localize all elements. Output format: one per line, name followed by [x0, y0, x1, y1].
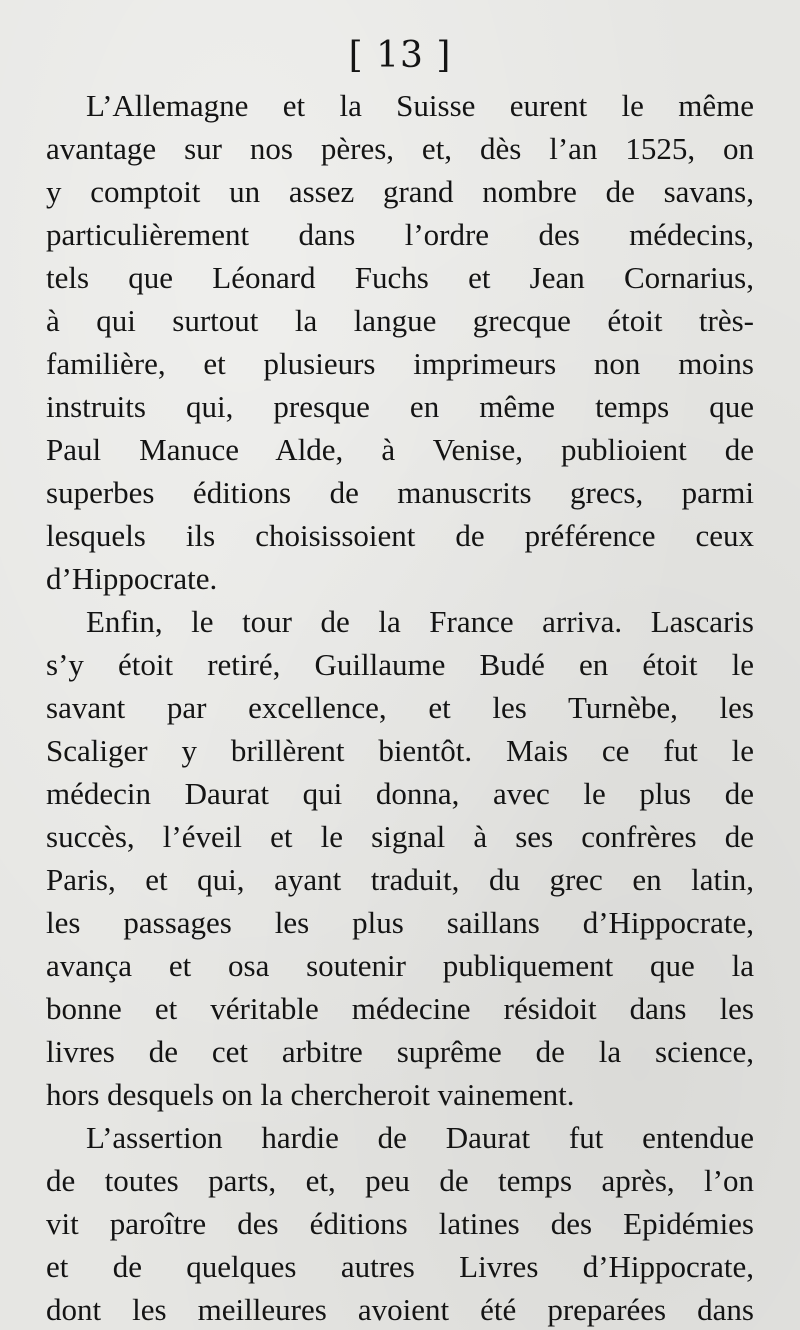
text-line: Scaliger y brillèrent bientôt. Mais ce fut le — [46, 733, 754, 768]
text-line: dont les meilleures avoient été preparées dans — [46, 1292, 754, 1327]
text-line: d’Hippocrate. — [46, 561, 218, 596]
paragraph — [46, 600, 754, 1116]
text-line: de toutes parts, et, peu de temps après, l’on — [46, 1163, 754, 1198]
text-line: L’Allemagne et la Suisse eurent le même — [86, 88, 754, 123]
text-line: médecin Daurat qui donna, avec le plus de — [46, 776, 754, 811]
text-line: s’y étoit retiré, Guillaume Budé en étoit le — [46, 647, 754, 682]
text-line: bonne et véritable médecine résidoit dans les — [46, 991, 754, 1026]
page-number: [ 13 ] — [348, 35, 452, 76]
text-line: avança et osa soutenir publiquement que la — [46, 948, 754, 983]
text-line: lesquels ils choisissoient de préférence ceux — [46, 518, 754, 553]
text-line: Paul Manuce Alde, à Venise, publioient de — [46, 432, 754, 467]
text-line: succès, l’éveil et le signal à ses confrères de — [46, 819, 754, 854]
text-line: savant par excellence, et les Turnèbe, les — [46, 690, 754, 725]
text-line: superbes éditions de manuscrits grecs, parmi — [46, 475, 754, 510]
text-line: y comptoit un assez grand nombre de savans, — [46, 174, 754, 209]
text-line: livres de cet arbitre suprême de la science, — [46, 1034, 754, 1069]
text-line: familière, et plusieurs imprimeurs non moins — [46, 346, 754, 381]
text-line: instruits qui, presque en même temps que — [46, 389, 754, 424]
page-body-text — [46, 84, 754, 1330]
text-line: L’assertion hardie de Daurat fut entendue — [86, 1120, 754, 1155]
text-line: Paris, et qui, ayant traduit, du grec en latin, — [46, 862, 754, 897]
text-line: et de quelques autres Livres d’Hippocrate, — [46, 1249, 754, 1284]
text-line: particulièrement dans l’ordre des médecins, — [46, 217, 754, 252]
text-line: à qui surtout la langue grecque étoit très- — [46, 303, 754, 338]
text-line: vit paroître des éditions latines des Epidémies — [46, 1206, 754, 1241]
text-line: Enfin, le tour de la France arriva. Lascaris — [86, 604, 754, 639]
text-line: hors desquels on la chercheroit vainement. — [46, 1077, 575, 1112]
paragraph — [46, 84, 754, 600]
text-line: tels que Léonard Fuchs et Jean Cornarius, — [46, 260, 754, 295]
text-line: avantage sur nos pères, et, dès l’an 1525, on — [46, 131, 754, 166]
text-line: les passages les plus saillans d’Hippocrate, — [46, 905, 754, 940]
paragraph — [46, 1116, 754, 1330]
